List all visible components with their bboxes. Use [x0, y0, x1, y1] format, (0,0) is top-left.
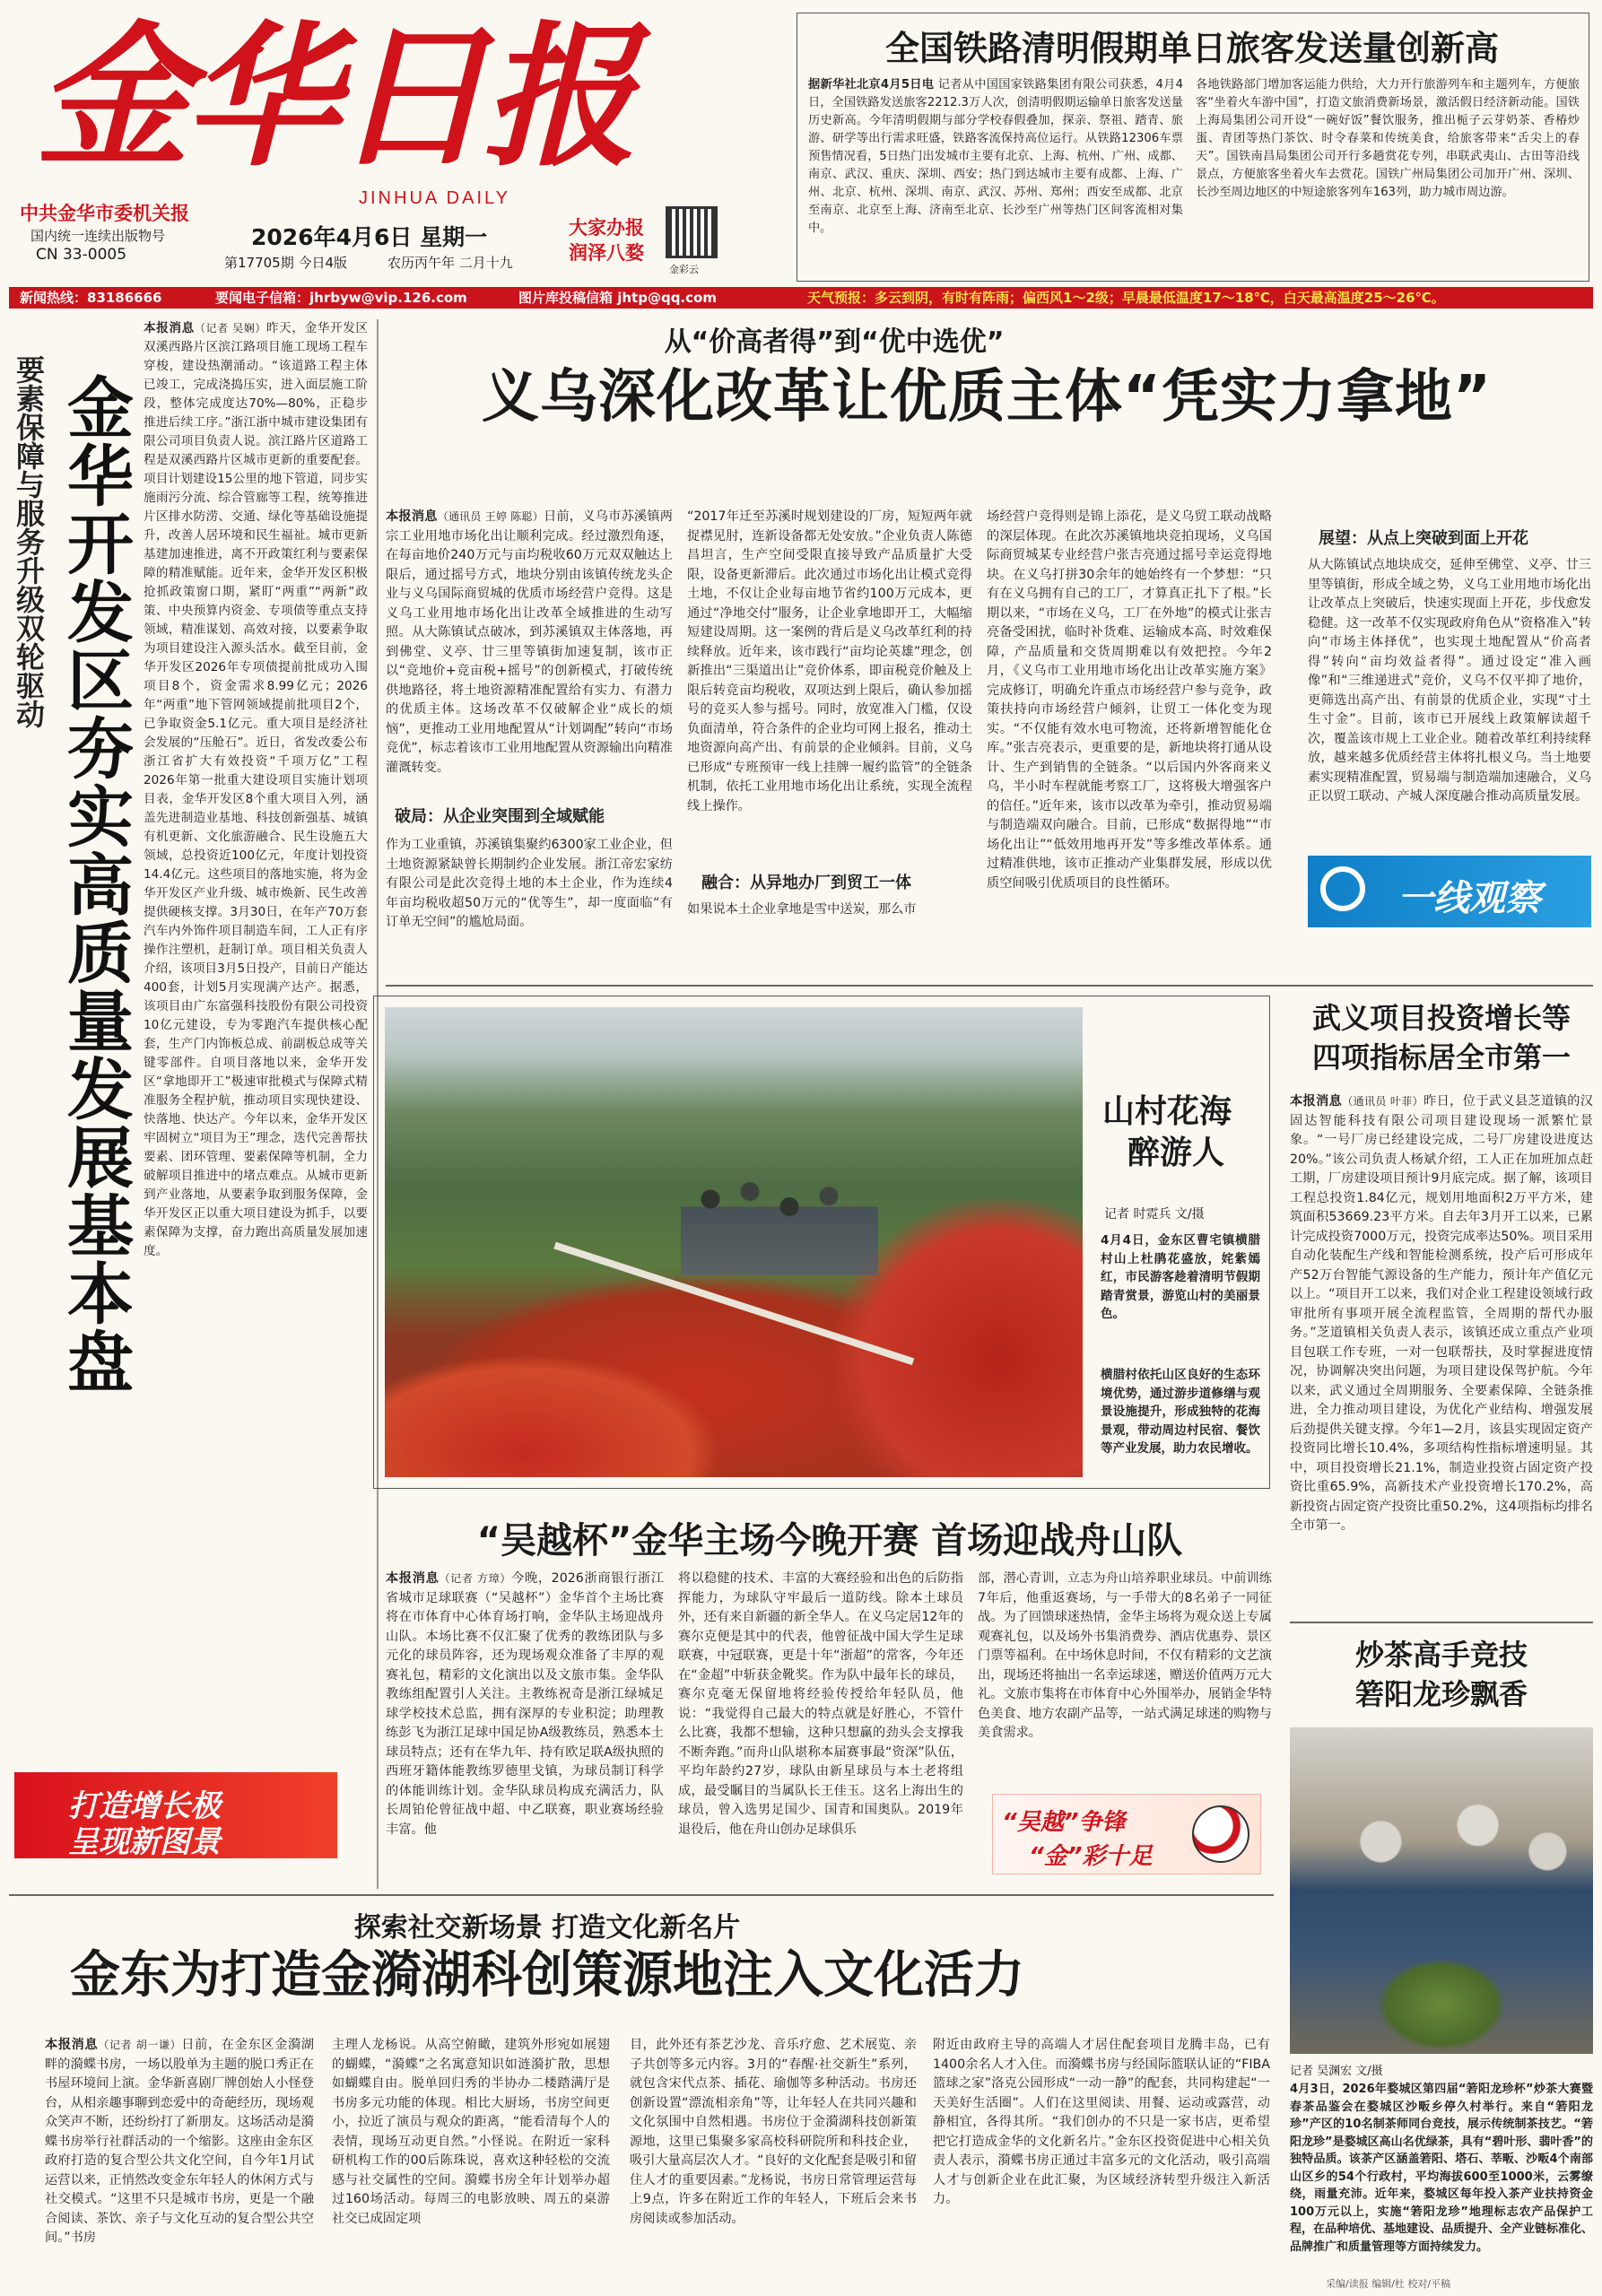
railway-text-1: 记者从中国国家铁路集团有限公司获悉，4月4日，全国铁路发送旅客2212.3万人次，创清明假期运输单日旅客发送量历史新高。今年清明假期与部分学校春假叠加，探亲、祭祖、踏青、旅游、研学等出行需求旺盛，铁路客流保持高位运行。从铁路12306车票预售情况看，5日热门出发城市主要有北京、上海、杭州、广州、成都、南京、武汉、重庆、深圳、西安；热门到达城市主要有成都、上海、广州、北京、杭州、深圳、南京、武汉、苏州、郑州；西安至成都、北京至南京、北京至上海、济南至北京、长沙至广州等热门区间客流相对集中。: [808, 78, 1183, 235]
wuyue-badge: [992, 1794, 1261, 1874]
kaifaqu-vertical-subtitle: 要素保障与服务升级双轮驱动: [12, 355, 46, 728]
jindong-byline: （记者 胡一谦）: [98, 2039, 182, 2051]
tea-byline: 记者 吴渊宏 文/摄: [1290, 2065, 1383, 2078]
yiwu-article: [386, 319, 1593, 956]
jindong-col-3: 目，此外还有茶艺沙龙、音乐疗愈、艺术展览、亲子共创等多元内容。3月的“春醒·社交新生”系列，就包含宋代点茶、插花、瑜伽等多种活动。书房还创新设置“漂流相亲角”等，让年轻人在共同兴趣和文化氛围中自然相遇。书房位于金漪湖科技创新策源地，这里已集聚多家高校科研院所和科技企业，吸引大量高层次人才。“良好的文化配套是吸引和留住人才的重要因素。”龙杨说，书房日常管理运营每上9点，许多在附近工作的年轻人，下班后会来书房阅读或参加活动。: [630, 2038, 917, 2226]
masthead-pinyin: JINHUA DAILY: [359, 188, 510, 208]
photo-title-1: 山村花海: [1102, 1093, 1232, 1130]
photo-feature: [373, 996, 1270, 1489]
masthead-logo: 金华日报: [36, 5, 631, 187]
jindong-col-2: 主理人龙杨说。从高空俯瞰，建筑外形宛如展翅的蝴蝶，“漪蝶”之名寓意知识如涟漪扩散，思想如蝴蝶自由。脱单回归秀的半协办二楼踏满厅是书房多元功能的体现。相比大厨场，书房空间更小，拉近了演员与观众的距离，“能看清每个人的表情，现场互动更自然。”小怪说。在附近一家科研机构工作的00后陈珠说，喜欢这种轻松的交流感与社交属性的空间。漪蝶书房全年计划举办超过160场活动。每周三的电影放映、周五的桌游社交已成固定项: [332, 2038, 610, 2226]
info-bar: [9, 287, 1593, 309]
wuyi-article: [1290, 996, 1593, 1605]
wuyi-bottom-rule: [1290, 1622, 1593, 1623]
wuyi-headline-1: 武义项目投资增长等: [1311, 1001, 1571, 1035]
yiwu-col-4: 从大陈镇试点地块成交，延伸至佛堂、义亭、廿三里等镇街，形成全域之势，义乌工业用地市场化出让改革点上突破后，快速实现面上开花，步伐愈发稳健。这一改革不仅实现政府角色从“资格准入”转向“市场主体择优”，也实现土地配置从“价高者得”转向“亩均效益者得”。通过设定“准入画像”和“三维递进式”竞价，义乌不仅平抑了地价，更筛选出高产出、有前景的优质企业，实现“寸土生寸金”。目前，该市已开展线上政策解读超千次，覆盖该市规上工业企业。随着改革红利持续释放，越来越多优质经营主体将扎根义乌。当土地要素实现精准配置，贸易端与制造端加速融合，义乌正以贸工联动、产城人深度融合推动高质量发展。: [1308, 558, 1591, 804]
wuyi-headline-2: 四项指标居全市第一: [1311, 1040, 1571, 1074]
qr-label: 金彩云: [669, 264, 699, 275]
railway-body-2: 各地铁路部门增加客运能力供给，大力开行旅游列车和主题列车，方便旅客“坐着火车游中国”，打造文旅消费新场景，激活假日经济新动能。国铁上海局集团公司开设“一碗好饭”餐饮服务，推出栀子云芽奶茶、香椿炒蛋、青团等热门茶饮、时令春菜和传统美食，给旅客带来“舌尖上的春天”。国铁南昌局集团公司开行多趟赏花专列，串联武夷山、古田等沿线景点，方便旅客坐着火车去赏花。国铁广州局集团公司加开广州、深圳、长沙至周边地区的中短途旅客列车163列，助力城市周边游。: [1196, 78, 1580, 199]
masthead-date: 2026年4月6日 星期一: [251, 224, 488, 250]
yiwu-col-1b: 作为工业重镇，苏溪镇集聚约6300家工业企业，但土地资源紧缺曾长期制约企业发展。浙江帝宏家纺有限公司是此次竞得土地的本土企业，作为连续4年亩均税收超50万元的“优等生”，却一度面临“有订单无空间”的尴尬局面。: [386, 838, 673, 929]
wuyi-body: [1290, 1092, 1593, 1702]
yiwu-badge: [1308, 856, 1591, 927]
masthead-org: 中共金华市委机关报: [20, 203, 189, 224]
visitors-group: [681, 1169, 878, 1321]
yiwu-col-3: 场经营户竞得则是锦上添花，是义乌贸工联动战略的深层体现。在此次苏溪镇地块竞拍现场，义乌国际商贸城某专业经营户张吉亮通过摇号幸运竞得地块。在义乌打拼30余年的她始终有一个梦想：“只有在义乌拥有自己的工厂，才算真正扎下了根。”长期以来，“市场在义乌，工厂在外地”的模式让张吉亮备受困扰，临时补货难、运输成本高、时效难保障，产品质量和交货周期难以有效把控。今年2月，《义乌市工业用地市场化出让改革实施方案》完成修订，明确允许重点市场经营户参与竞争，政策扶持向市场经营户倾斜，让贸工一体化变为现实。“不仅能有效水电可物流，还将新增智能化仓库。”张吉亮表示，更重要的是，新地块将打通从设计、生产到销售的全链条。“以后国内外客商来义乌，半小时车程就能考察工厂，这将极大增强客户的信任。”近年来，该市以改革为牵引，推动贸易端与制造端双向融合。目前，已形成“数据得地”“市场化出让”“低效用地再开发”等多维改革体系。通过精准供地，该市正推动产业集群发展，形成以优质空间吸引优质项目的良性循环。: [987, 509, 1272, 891]
kaifaqu-byline: （记者 吴娴）: [194, 322, 266, 335]
jindong-kicker: 探索社交新场景 打造文化新名片: [353, 1912, 741, 1944]
email: 要闻电子信箱：jhrbyw@vip.126.com: [215, 290, 467, 306]
railway-dateline: 据新华社北京4月5日电: [808, 78, 935, 91]
kaifaqu-article: [9, 319, 379, 1880]
wuyue-badge-line-1: “吴越”争锋: [1002, 1809, 1126, 1836]
photo-email: 图片库投稿信箱 jhtp@qq.com: [518, 290, 717, 306]
bottom-section-rule: [9, 1894, 1274, 1896]
tea-article: [1290, 1632, 1593, 2296]
yiwu-subhead-2: 融合：从异地办厂到贸工一体: [701, 874, 911, 892]
masthead-slogan-2: 润泽八婺: [569, 242, 644, 264]
masthead-issue: 第17705期 今日4版: [224, 255, 348, 271]
wuyue-col-1: [386, 1570, 664, 1876]
railway-body-1: [808, 76, 1183, 275]
wuyue-col-3: 部，潜心青训，立志为舟山培养职业球员。中前训练7年后，他重返赛场，与一手带大的8名弟子一同征战。为了回馈球迷热情，金华主场将为观众送上专属观赛礼包，以及场外书集消费券、酒店优惠券、景区门票等福利。在中场休息时间，不仅有精彩的文艺演出，现场还将抽出一名幸运球迷，赠送价值两万元大礼。文旅市集将在市体育中心外围举办，展销金华特色美食、地方农副产品等，一站式满足球迷的购物与美食需求。: [978, 1571, 1272, 1740]
tea-footer: 采编/读报 编辑/杜 校对/平稿: [1326, 2278, 1451, 2290]
jindong-article: [9, 1905, 1274, 2296]
wuyi-byline: （通讯员 叶菲）: [1342, 1095, 1424, 1108]
photo-caption-2: 横腊村依托山区良好的生态环境优势，通过游步道修缮与观景设施提升，形成独特的花海景观，带动周边村民宿、餐饮等产业发展，助力农民增收。: [1101, 1368, 1260, 1456]
flower-hill-photo: [385, 1007, 1083, 1477]
photo-caption-1: 4月4日，金东区曹宅镇横腊村山上杜鹃花盛放，姹紫嫣红，市民游客趁着清明节假期踏青赏景，游览山村的美丽景色。: [1101, 1233, 1260, 1321]
wuyi-lead: 本报消息: [1290, 1094, 1343, 1109]
jindong-col-4: 附近由政府主导的高端人才居住配套项目龙腾丰岛，已有1400余名人才入住。而漪蝶书房与经国际篮联认证的“FIBA篮球之家”洛克公园形成“一动一静”的配套，共同构建起“一天美好生活圈”。人们在这里阅读、用餐、运动或露营，动静相宜，各得其所。“我们创办的不只是一家书店，更希望把它打造成金华的文化新名片。”金东区投资促进中心相关负责人表示，漪蝶书房正通过丰富多元的文化活动，吸引高端人才与创新企业在此汇聚，为区域经济转型升级注入新活力。: [933, 2038, 1270, 2206]
kaifaqu-vertical-headline: 金华开发区夯实高质量发展基本盘: [57, 373, 134, 1396]
yiwu-col-1: [386, 508, 673, 795]
yiwu-subhead-1: 破局：从企业突围到全域赋能: [395, 807, 605, 826]
wuyue-text-1: 今晚，2026浙商银行浙江省城市足球联赛（“吴越杯”）金华首个主场比赛将在市体育中心体育场打响，金华队主场迎战舟山队。本场比赛不仅汇聚了优秀的教练团队与多元化的球员阵容，还为现场观众准备了丰厚的观赛礼包，精彩的文化演出以及文旅市集。金华队教练组配置引人关注。主教练祝奇是浙江绿城足球学校技术总监，拥有深厚的专业积淀；助理教练彭飞为浙江足球中国足协A级教练员，熟悉本土球员特点；还有在华九年、持有欧足联A级执照的西班牙籍体能教练罗德里戈镇，为球员制订科学的体能训练计划。金华队球员构成充满活力，队长周铂伦曾征战中超、中乙联赛，职业赛场经验丰富。他: [386, 1571, 664, 1837]
magnifier-icon: [1320, 866, 1365, 911]
wuyue-col-2: 将以稳健的技术、丰富的大赛经验和出色的后防指挥能力，为球队守牢最后一道防线。除本土球员外，还有来自新疆的新全华人。在义乌定居12年的赛尔克便是其中的代表，他曾征战中国大学生足球联赛，中冠联赛，更是十年“浙超”的常客，今年还在“金超”中斩获金靴奖。作为队中最年长的球员，赛尔克毫无保留地将经验传授给年轻队员，他说：“我觉得自己最大的特点就是好胜心，不管什么比赛，我都不想输，这种只想赢的劲头会支撑我不断奔跑。”而舟山队堪称本届赛事最“资深”队伍，平均年龄约27岁，球队由新星球员与本土老将组成，最受瞩目的当属队长王佳玉。这名上海出生的球员，曾入选男足国少、国青和国奥队。2019年退役后，他在舟山创办足球俱乐: [678, 1571, 963, 1837]
kaifaqu-lead: 本报消息: [144, 321, 195, 335]
railway-headline: 全国铁路清明假期单日旅客发送量创新高: [884, 29, 1499, 68]
masthead: [0, 0, 1602, 309]
tea-headline-2: 箬阳龙珍飘香: [1354, 1677, 1528, 1711]
masthead-slogan-1: 大家办报: [569, 217, 644, 239]
masthead-cn-code: CN 33-0005: [36, 246, 127, 264]
yiwu-subhead-3: 展望：从点上突破到面上开花: [1319, 529, 1528, 548]
yiwu-headline: 义乌深化改革让优质主体“凭实力拿地”: [481, 364, 1493, 430]
tea-frying-photo: [1290, 1727, 1593, 2054]
hotline: 新闻热线：83186666: [20, 290, 162, 306]
jindong-col-1: [45, 2036, 314, 2292]
yiwu-bottom-rule: [386, 985, 1593, 987]
wuyue-byline: （记者 方璋）: [439, 1572, 512, 1585]
jindong-lead: 本报消息: [45, 2038, 99, 2052]
jindong-headline: 金东为打造金漪湖科创策源地注入文化活力: [70, 1946, 1024, 2005]
wuyi-text: 昨日，位于武义县芝道镇的汉固达智能科技有限公司项目建设现场一派繁忙景象。“一号厂房已经建设完成，二号厂房建设进度达20%。”该公司负责人杨斌介绍，工人正在加班加点赶工期，厂房建设项目预计9月底完成。据了解，该项目工程总投资1.84亿元，规划用地面积2万平方米，建筑面积53669.23平方米。自去年3月开工以来，已累计完成投资7000万元，投资完成率达50%。项目采用自动化装配生产线和智能检测系统，投产后可形成年产52万台智能气源设备的生产能力，预计年产值亿元以上。“项目开工以来，我们对企业工程建设领域行政审批所有事项开展全流程监管，全周期的帮代办服务。”芝道镇相关负责人表示，该镇还成立重点产业项目包联工作专班，一对一包联帮扶，及时掌握进度情况，协调解决突出问题，为项目建设保驾护航。今年以来，武义通过全周期服务、全要素保障、全链条推进，全力推动项目建设，为优化产业结构、增强发展后劲提供关键支撑。今年1—2月，该县实现固定资产投资同比增长10.4%，多项结构性指标增速明显。其中，项目投资增长21.1%，制造业投资占固定资产投资比重65.9%，高新技术产业投资增长170.2%，高新投资占固定资产投资比重50.2%，这4项指标均排名全市第一。: [1290, 1094, 1593, 1533]
kaifaqu-badge-line-1: 打造增长极: [68, 1788, 221, 1824]
photo-byline: 记者 时霓兵 文/摄: [1104, 1207, 1205, 1222]
wuyue-article: [386, 1512, 1274, 1889]
wuyue-lead: 本报消息: [386, 1571, 440, 1586]
jindong-text-1: 日前，在金东区金漪湖畔的漪蝶书房，一场以股单为主题的脱口秀正在书屋环境间上演。金华新喜剧厂牌创始人小怪登台，从相亲趣事聊到恋爱中的奇葩经历，现场观众笑声不断，还纷纷打了新朋友。这场活动是漪蝶书房举行社群活动的一个缩影。这座由金东区政府打造的复合型公共文化空间，自今年1月试运营以来，正悄然改变金东年轻人的休闲方式与社交模式。“这里不只是城市书房，更是一个融合阅读、茶饮、亲子与文化互动的复合型公共空间。”书房: [45, 2038, 314, 2245]
yiwu-col-2b: 如果说本土企业拿地是雪中送炭，那么市: [687, 902, 917, 917]
masthead-lunar: 农历丙午年 二月十九: [387, 255, 513, 271]
yiwu-col-2: “2017年迁至苏溪时规划建设的厂房，短短两年就捉襟见肘，连新设备都无处安放。”企业负责人陈德昌坦言，生产空间受限直接导致产品质量扩大受限，设备更新滞后。此次通过市场化出让模式竞得土地，不仅让企业每亩地节省约100万元成本，更通过“净地交付”服务，让企业拿地即开工，大幅缩短建设周期。这一案例的背后是义乌改革红利的持续释放。近年来，该市践行“亩均论英雄”理念，创新推出“三渠道出让”竞价体系，即亩税竞价触及上限后转竞亩均税收，双项达到上限后，确认参加摇号的竞买人参与摇号。同时，放宽准入门槛，仅设负面清单，符合条件的企业均可网上报名，推动土地资源向高产出、有前景的企业倾斜。目前，义乌已形成“专班预审一线上挂牌一履约监管”的全链条机制，依托工业用地市场化出让系统，实现全流程线上操作。: [687, 509, 972, 813]
soccer-ball-icon: [1192, 1805, 1249, 1863]
kaifaqu-body: [144, 319, 368, 1781]
yiwu-lead: 本报消息: [386, 509, 438, 524]
wuyue-badge-line-2: “金”彩十足: [1029, 1843, 1153, 1870]
yiwu-kicker: 从“价高者得”到“优中选优”: [664, 326, 1005, 358]
kaifaqu-badge: [14, 1772, 337, 1858]
tea-headline-1: 炒茶高手竞技: [1354, 1638, 1528, 1672]
kaifaqu-text: 昨天，金华开发区双溪西路片区滨江路项目施工现场工程车穿梭，建设热潮涌动。“该道路工程主体已竣工，完成浇捣压实，进入面层施工阶段，整体完成度达70%—80%，正稳步推进后续工序。”浙江浙中城市建设集团有限公司项目负责人说。滨江路片区道路工程是双溪西路片区城市更新的重要配套。项目计划建设15公里的地下管道，同步实施雨污分流、综合管廊等工程，统筹推进片区排水防涝、交通、绿化等基础设施提升，改善人居环境和民生福祉。城市更新基建加速推进，离不开政策红利与要素保障的精准赋能。近年来，金华开发区积极抢抓政策窗口期，紧盯“两重”“两新”政策、中央预算内资金、专项债等重点支持领域，精准谋划、高效对接，以要素争取为项目建设注入源头活水。截至目前，金华开发区2026年专项债提前批成功入围项目8个，资金需求8.99亿元；2026年“两重”地下管网领域提前批项目2个，已争取资金5.1亿元。重大项目是经济社会发展的“压舱石”。近日，省发改委公布浙江省扩大有效投资“千项万亿”工程2026年第一批重大建设项目实施计划项目表，金华开发区8个重大项目入列，涵盖先进制造业基地、科技创新强基、城镇有机更新、文化旅游融合、民生设施五大领域，总投资近100亿元，年度计划投资14.4亿元。这些项目的落地实施，将为金华开发区产业升级、城市焕新、民生改善提供硬核支撑。3月30日，在年产70万套汽车内外饰件项目制造车间，工人正有序操作注塑机，赶制订单。项目相关负责人介绍，该项目3月5日投产，目前日产能达400套，计划5月实现满产达产。据悉，该项目由广东富强科技股份有限公司投资10亿元建设，专为零跑汽车提供核心配套，生产门内饰板总成、前副板总成等关键零部件。自项目落地以来，金华开发区“拿地即开工”极速审批模式与保障式精准服务全程护航，推动项目实现快建设、快落地、快达产。今年以来，金华开发区牢固树立“项目为王”理念，迭代完善帮扶要素、团环管理、要素保障等机制，全力破解项目推进中的堵点难点。从城市更新到产业落地，从要素争取到服务保障，金华开发区正以重大项目建设为抓手，以要素保障为支撑，奋力跑出高质量发展加速度。: [144, 321, 368, 1258]
qr-code-icon: [666, 206, 718, 258]
tea-body: 4月3日，2026年婺城区第四届“箬阳龙珍杯”炒茶大赛暨春茶品鉴会在婺城区沙畈乡停久村举行。来自“箬阳龙珍”产区的10名制茶师同台竞技，展示传统制茶技艺。“箬阳龙珍”是婺城区高山名优绿茶，具有“碧叶形、翡叶香”的独特品质。该茶产区涵盖箬阳、塔石、莘畈、沙畈4个南部山区乡的54个行政村，平均海拔600至1000米，云雾缭绕，雨量充沛。近年来，婺城区每年投入茶产业扶持资金100万元以上，实施“箬阳龙珍”地理标志农产品保护工程，在品种培优、基地建设、品质提升、全产业链标准化、品牌推广和质量管理等方面持续发力。: [1290, 2083, 1593, 2254]
yiwu-byline: （通讯员 王婷 陈聪）: [437, 510, 544, 523]
masthead-cn-number: 国内统一连续出版物号: [30, 228, 166, 244]
yiwu-text-1: 日前，义乌市苏溪镇两宗工业用地市场化出让顺利完成。经过激烈角逐，在每亩地价240万元与亩均税收60万元双双触达上限后，通过摇号方式，地块分别由该镇传统龙头企业与义乌国际商贸城的优质市场经营户竞得。这是义乌工业用地市场化出让改革全域推进的生动写照。从大陈镇试点破冰，到苏溪镇双主体落地，再到佛堂、义亭、廿三里等镇街加速复制，该市正以“竞地价+竞亩税+摇号”的创新模式，打破传统供地路径，将土地资源精准配置给有实力、有潜力的优质主体。这场改革不仅破解企业“成长的烦恼”，更推动工业用地配置从“计划调配”转向“市场竞优”，标志着该市工业用地配置从资源输出向精准灌溉转变。: [386, 509, 673, 775]
weather: 天气预报：多云到阴，有时有阵雨；偏西风1～2级；早晨最低温度17～18℃，白天最高温度25～26℃。: [807, 290, 1445, 306]
kaifaqu-badge-line-2: 呈现新图景: [68, 1824, 221, 1860]
wuyue-headline: “吴越杯”金华主场今晚开赛 首场迎战舟山队: [476, 1520, 1183, 1561]
railway-news-box: [797, 13, 1589, 282]
photo-title-2: 醉游人: [1127, 1135, 1225, 1171]
yiwu-badge-text: 一线观察: [1397, 878, 1541, 919]
